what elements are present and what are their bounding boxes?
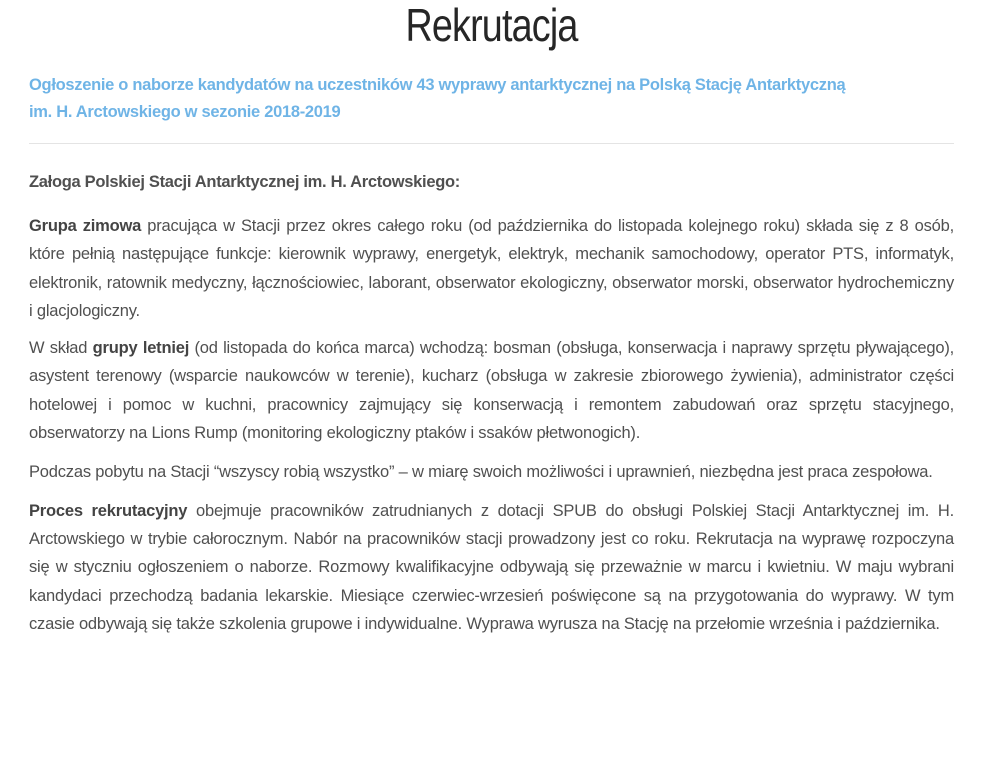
divider: [29, 143, 954, 144]
recruitment-process-paragraph: [29, 497, 954, 638]
summer-group-intro: W skład: [29, 339, 93, 358]
teamwork-paragraph: Podczas pobytu na Stacji “wszyscy robią wszystko” – w miarę swoich możliwości i uprawnień, niezbędna jest praca zespołowa.: [29, 463, 933, 482]
subtitle-line-1: Ogłoszenie o naborze kandydatów na uczestników 43 wyprawy antarktycznej na Polską Stację Antarktyczną: [29, 76, 846, 94]
summer-group-paragraph: [29, 334, 954, 447]
winter-group-term: Grupa zimowa: [29, 217, 142, 235]
page-title: Rekrutacja: [405, 0, 578, 51]
article: [29, 0, 954, 638]
subtitle-line-2: im. H. Arctowskiego w sezonie 2018-2019: [29, 103, 341, 121]
summer-group-term: grupy letniej: [92, 339, 190, 358]
winter-group-text: pracująca w Stacji przez okres całego roku (od października do listopada kolejnego roku) składa się z 8 osób, które pełnią następujące funkcje: kierownik wyprawy, energetyk, elektryk, mechanik samochodowy, operator PTS, informatyk, elektronik, ratownik medyczny, łącznościowiec, laborant, obserwator ekologiczny, obserwator morski, obserwator hydrochemiczny i glacjologiczny.: [29, 217, 954, 320]
announcement-subtitle: [29, 72, 954, 126]
recruitment-process-term: Proces rekrutacyjny: [29, 501, 188, 520]
recruitment-process-text: obejmuje pracowników zatrudnianych z dotacji SPUB do obsługi Polskiej Stacji Antarktycznej im. H. Arctowskiego w trybie całorocznym. Nabór na pracowników stacji prowadzony jest co roku. Rekrutacja na wyprawę rozpoczyna się w styczniu ogłoszeniem o naborze. Rozmowy kwalifikacyjne odbywają się przeważnie w marcu i kwietniu. W maju wybrani kandydaci przechodzą badania lekarskie. Miesiące czerwiec-wrzesień poświęcone są na przygotowania do wyprawy. W tym czasie odbywają się także szkolenia grupowe i indywidualne. Wyprawa wyrusza na Stację na przełomie września i października.: [29, 501, 954, 633]
crew-heading: Załoga Polskiej Stacji Antarktycznej im. H. Arctowskiego:: [29, 173, 460, 191]
summer-group-text: (od listopada do końca marca) wchodzą: bosman (obsługa, konserwacja i naprawy sprzętu pływającego), asystent terenowy (wsparcie naukowców w terenie), kucharz (obsługa w zakresie zbiorowego żywienia), administrator części hotelowej i pomoc w kuchni, pracownicy zajmujący się konserwacją i remontem zabudowań oraz sprzętu stacyjnego, obserwatorzy na Lions Rump (monitoring ekologiczny ptaków i ssaków płetwonogich).: [29, 339, 955, 443]
winter-group-paragraph: [29, 212, 954, 325]
